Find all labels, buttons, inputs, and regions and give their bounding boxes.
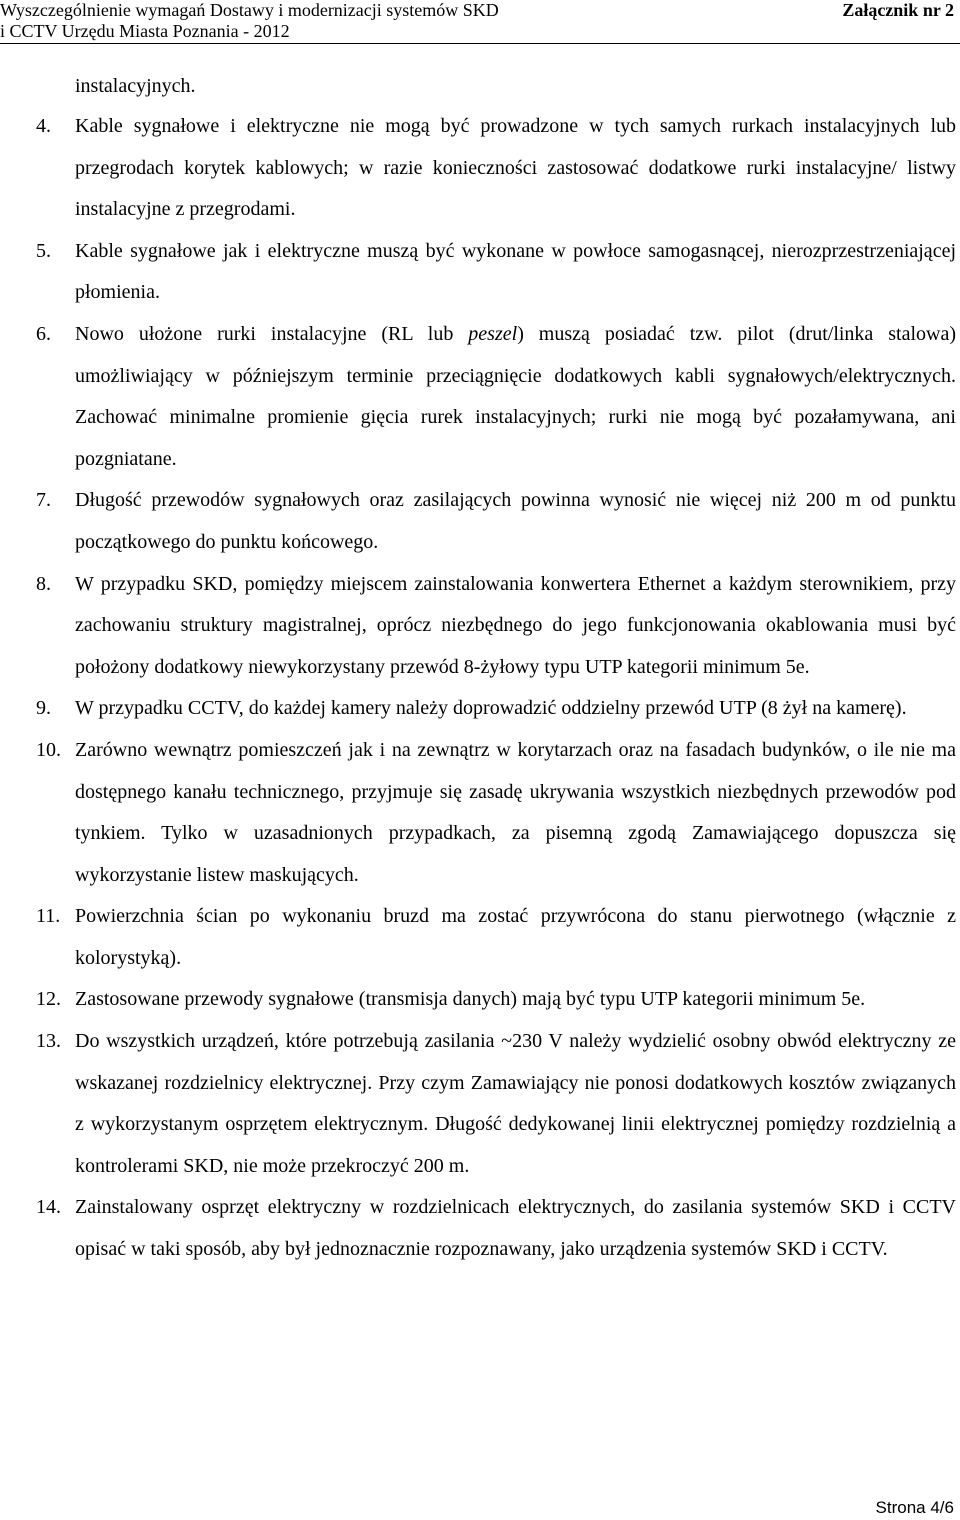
- continuation-text: instalacyjnych.: [75, 75, 196, 97]
- item-number: 8.: [36, 572, 51, 595]
- item-text: Nowo ułożone rurki instalacyjne (RL lub: [75, 322, 469, 345]
- document-body: [0, 66, 960, 1271]
- item-text: W przypadku CCTV, do każdej kamery należy doprowadzić oddzielny przewód UTP (8 żył na kamerę).: [75, 697, 907, 720]
- item-text: Zastosowane przewody sygnałowe (transmisja danych) mają być typu UTP kategorii minimum 5e.: [75, 988, 866, 1011]
- item-text: Powierzchnia ścian po wykonaniu bruzd ma zostać przywrócona do stanu pierwotnego (włącznie z kolorystyką).: [75, 905, 956, 969]
- header-title: [0, 0, 499, 42]
- page-header: [0, 0, 960, 44]
- item-number: 12.: [36, 988, 61, 1011]
- list-item: [0, 688, 960, 730]
- item-text: Do wszystkich urządzeń, które potrzebują zasilania ~230 V należy wydzielić osobny obwód elektryczny ze wskazanej rozdzielnicy elektrycznej. Przy czym Zamawiający nie ponosi dodatkowych kosztów związanych z wykorzystanym osprzętem elektrycznym. Długość dedykowanej linii elektrycznej pomiędzy rozdzielnią a kontrolerami SKD, nie może przekroczyć 200 m.: [75, 1030, 956, 1177]
- list-item: [0, 106, 960, 231]
- page-number: Strona 4/6: [875, 1498, 954, 1517]
- attachment-label: Załącznik nr 2: [842, 0, 954, 20]
- list-item: [0, 564, 960, 689]
- item-text: W przypadku SKD, pomiędzy miejscem zainstalowania konwertera Ethernet a każdym sterownikiem, przy zachowaniu struktury magistralnej, oprócz niezbędnego do jego funkcjonowania okablowania musi być położony dodatkowy niewykorzystany przewód 8-żyłowy typu UTP kategorii minimum 5e.: [75, 572, 956, 678]
- item-number: 13.: [36, 1030, 61, 1053]
- item-number: 9.: [36, 697, 51, 720]
- item-text-italic: peszel: [468, 322, 518, 345]
- header-divider: [0, 43, 960, 44]
- item-number: 5.: [36, 239, 51, 262]
- list-item: [0, 314, 960, 480]
- list-item: [0, 480, 960, 563]
- item-text: Długość przewodów sygnałowych oraz zasilających powinna wynosić nie więcej niż 200 m od punktu początkowego do punktu końcowego.: [75, 489, 956, 553]
- item-number: 6.: [36, 322, 51, 345]
- item-text: Kable sygnałowe i elektryczne nie mogą być prowadzone w tych samych rurkach instalacyjnych lub przegrodach korytek kablowych; w razie konieczności zastosować dodatkowe rurki instalacyjne/ listwy instalacyjne z przegrodami.: [75, 115, 956, 221]
- item-text: Zainstalowany osprzęt elektryczny w rozdzielnicach elektrycznych, do zasilania systemów SKD i CCTV opisać w taki sposób, aby był jednoznacznie rozpoznawany, jako urządzenia systemów SKD i CCTV.: [75, 1196, 956, 1261]
- item-text: Kable sygnałowe jak i elektryczne muszą być wykonane w powłoce samogasnącej, nierozprzestrzeniającej płomienia.: [75, 239, 956, 304]
- list-item: [0, 979, 960, 1021]
- list-item: [0, 730, 960, 896]
- header-title-line2: i CCTV Urzędu Miasta Poznania - 2012: [0, 21, 290, 41]
- item-number: 7.: [36, 489, 51, 512]
- item-number: 14.: [36, 1196, 61, 1219]
- item-text: ) muszą posiadać tzw. pilot (drut/linka stalowa) umożliwiający w późniejszym terminie przeciągnięcie dodatkowych kabli sygnałowych/elektrycznych. Zachować minimalne promienie gięcia rurek instalacyjnych; rurki nie mogą być pozałamywana, ani pozgniatane.: [75, 322, 957, 470]
- list-item: [0, 231, 960, 314]
- list-item: [0, 1187, 960, 1270]
- item-number: 11.: [36, 905, 61, 928]
- header-title-line1: Wyszczególnienie wymagań Dostawy i modernizacji systemów SKD: [0, 0, 499, 20]
- list-item: [0, 896, 960, 979]
- item-number: 4.: [36, 115, 51, 137]
- item-text: Zarówno wewnątrz pomieszczeń jak i na zewnątrz w korytarzach oraz na fasadach budynków, o ile nie ma dostępnego kanału technicznego, przyjmuje się zasadę ukrywania wszystkich niezbędnych przewodów pod tynkiem. Tylko w uzasadnionych przypadkach, za pisemną zgodą Zamawiającego dopuszcza się wykorzystanie listew maskujących.: [75, 738, 956, 886]
- list-item: [0, 1021, 960, 1187]
- item-number: 10.: [36, 738, 61, 761]
